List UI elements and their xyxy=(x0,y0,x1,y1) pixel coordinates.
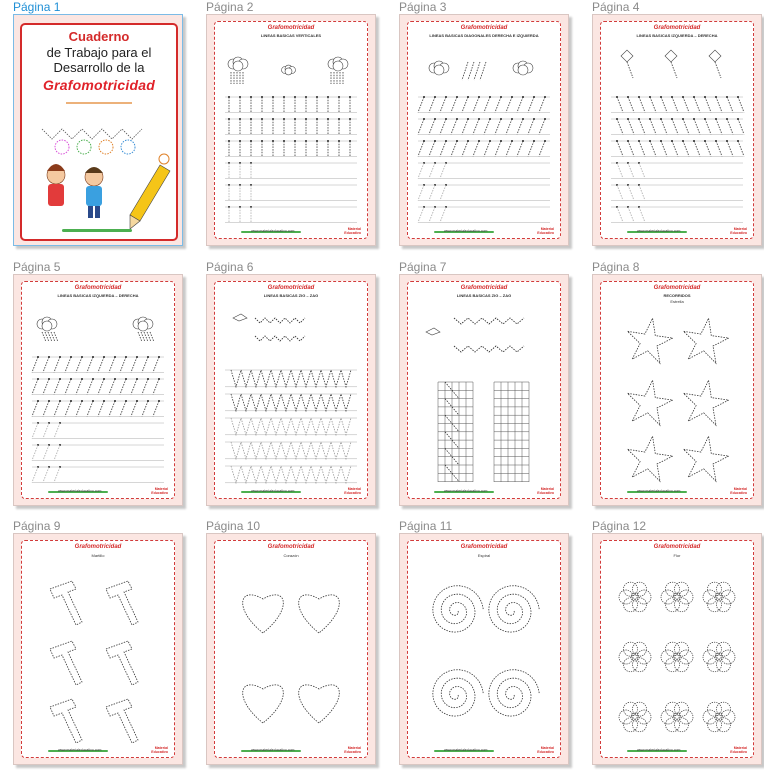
footer-logo: Material Educativo xyxy=(344,227,361,235)
page-preview[interactable] xyxy=(592,533,762,765)
worksheet-shape-name: Corazón xyxy=(283,553,299,558)
worksheet-tracing-art xyxy=(408,541,560,757)
worksheet-title: Grafomotricidad xyxy=(653,25,701,31)
footer-logo: Material Educativo xyxy=(151,746,168,754)
worksheet-footer xyxy=(28,489,168,495)
page-thumbnail-6[interactable] xyxy=(206,260,386,510)
worksheet xyxy=(21,281,175,499)
page-preview[interactable] xyxy=(399,14,569,246)
footer-logo: Material Educativo xyxy=(730,487,747,495)
page-preview[interactable] xyxy=(13,274,183,506)
worksheet-footer xyxy=(221,489,361,495)
worksheet-footer xyxy=(414,489,554,495)
page-label: Página 4 xyxy=(592,0,640,14)
page-preview[interactable] xyxy=(399,274,569,506)
footer-url: www.materialeducativo.com xyxy=(251,748,295,752)
page-thumbnail-1[interactable] xyxy=(13,0,193,250)
worksheet-footer xyxy=(221,748,361,754)
worksheet xyxy=(21,540,175,758)
worksheet-title: Grafomotricidad xyxy=(460,544,508,550)
page-label: Página 8 xyxy=(592,260,640,274)
page-preview[interactable] xyxy=(206,274,376,506)
worksheet-tracing-art xyxy=(22,282,174,498)
page-label: Página 12 xyxy=(592,519,647,533)
worksheet-subtitle: LINEAS BASICAS DIAGONALES DERECHA E IZQUIERDA xyxy=(429,33,539,38)
footer-logo: Material Educativo xyxy=(730,227,747,235)
page-preview[interactable] xyxy=(206,533,376,765)
worksheet-subtitle: LINEAS BASICAS VERTICALES xyxy=(260,33,322,38)
worksheet xyxy=(214,281,368,499)
worksheet-tracing-art xyxy=(215,22,367,238)
page-thumbnail-10[interactable] xyxy=(206,519,386,769)
footer-url: www.materialeducativo.com xyxy=(58,489,102,493)
footer-logo: Material Educativo xyxy=(537,746,554,754)
worksheet xyxy=(600,540,754,758)
worksheet xyxy=(407,21,561,239)
page-label: Página 6 xyxy=(206,260,254,274)
worksheet-shape-name: Estrella xyxy=(670,299,684,304)
worksheet-subtitle: RECORRIDOS xyxy=(663,293,691,298)
worksheet-subtitle: LINEAS BASICAS ZIG – ZAG xyxy=(263,293,319,298)
footer-url: www.materialeducativo.com xyxy=(637,229,681,233)
footer-url: www.materialeducativo.com xyxy=(637,489,681,493)
footer-url: www.materialeducativo.com xyxy=(251,229,295,233)
page-thumbnail-8[interactable] xyxy=(592,260,764,510)
worksheet-title: Grafomotricidad xyxy=(460,25,508,31)
page-thumbnail-5[interactable] xyxy=(13,260,193,510)
page-thumbnail-7[interactable] xyxy=(399,260,579,510)
worksheet-tracing-art xyxy=(215,282,367,498)
worksheet xyxy=(600,21,754,239)
page-label: Página 9 xyxy=(13,519,61,533)
worksheet-subtitle: LINEAS BASICAS IZQUIERDA – DERECHA xyxy=(636,33,718,38)
page-preview[interactable] xyxy=(13,14,183,246)
page-label: Página 7 xyxy=(399,260,447,274)
footer-url: www.materialeducativo.com xyxy=(637,748,681,752)
worksheet-tracing-art xyxy=(408,282,560,498)
footer-url: www.materialeducativo.com xyxy=(444,748,488,752)
footer-logo: Material Educativo xyxy=(730,746,747,754)
cover-illustration xyxy=(22,25,176,239)
worksheet-footer xyxy=(221,229,361,235)
page-preview[interactable] xyxy=(399,533,569,765)
page-label: Página 3 xyxy=(399,0,447,14)
footer-url: www.materialeducativo.com xyxy=(444,229,488,233)
footer-logo: Material Educativo xyxy=(344,746,361,754)
worksheet-shape-name: Espiral xyxy=(477,553,491,558)
worksheet-title: Grafomotricidad xyxy=(267,25,315,31)
page-thumbnail-4[interactable] xyxy=(592,0,764,250)
footer-url: www.materialeducativo.com xyxy=(444,489,488,493)
worksheet-title: Grafomotricidad xyxy=(74,285,122,291)
footer-logo: Material Educativo xyxy=(537,487,554,495)
worksheet-tracing-art xyxy=(601,541,753,757)
footer-url: www.materialeducativo.com xyxy=(251,489,295,493)
page-label: Página 5 xyxy=(13,260,61,274)
cover-title-line3: Desarrollo de la xyxy=(53,60,145,75)
worksheet-footer xyxy=(607,229,747,235)
page-preview[interactable] xyxy=(592,274,762,506)
worksheet-shape-name: Flor xyxy=(673,553,681,558)
page-label: Página 1 xyxy=(13,0,61,14)
worksheet-title: Grafomotricidad xyxy=(653,285,701,291)
footer-logo: Material Educativo xyxy=(151,487,168,495)
cover-sheet xyxy=(20,23,178,241)
cover-title-line2: de Trabajo para el xyxy=(46,45,152,60)
worksheet-subtitle: LINEAS BASICAS IZQUIERDA – DERECHA xyxy=(57,293,139,298)
worksheet-tracing-art xyxy=(601,282,753,498)
page-thumbnail-2[interactable] xyxy=(206,0,386,250)
worksheet-title: Grafomotricidad xyxy=(460,285,508,291)
worksheet-footer xyxy=(414,229,554,235)
footer-url: www.materialeducativo.com xyxy=(58,748,102,752)
worksheet-footer xyxy=(607,748,747,754)
page-preview[interactable] xyxy=(13,533,183,765)
worksheet-footer xyxy=(28,748,168,754)
worksheet-title: Grafomotricidad xyxy=(267,544,315,550)
worksheet xyxy=(407,540,561,758)
page-label: Página 11 xyxy=(399,519,453,533)
worksheet-title: Grafomotricidad xyxy=(653,544,701,550)
worksheet-tracing-art xyxy=(408,22,560,238)
cover-title-line4: Grafomotricidad xyxy=(43,77,155,93)
page-preview[interactable] xyxy=(206,14,376,246)
worksheet-tracing-art xyxy=(22,541,174,757)
worksheet-title: Grafomotricidad xyxy=(267,285,315,291)
worksheet-tracing-art xyxy=(601,22,753,238)
footer-logo: Material Educativo xyxy=(344,487,361,495)
page-thumbnail-9[interactable] xyxy=(13,519,193,769)
worksheet xyxy=(600,281,754,499)
page-thumbnail-12[interactable] xyxy=(592,519,764,769)
page-thumbnail-11[interactable] xyxy=(399,519,579,769)
footer-logo: Material Educativo xyxy=(537,227,554,235)
page-preview[interactable] xyxy=(592,14,762,246)
worksheet-footer xyxy=(607,489,747,495)
worksheet xyxy=(214,21,368,239)
page-label: Página 10 xyxy=(206,519,261,533)
page-thumbnail-3[interactable] xyxy=(399,0,579,250)
worksheet-footer xyxy=(414,748,554,754)
worksheet-tracing-art xyxy=(215,541,367,757)
worksheet-shape-name: Martillo xyxy=(91,553,105,558)
worksheet-title: Grafomotricidad xyxy=(74,544,122,550)
worksheet xyxy=(407,281,561,499)
worksheet-subtitle: LINEAS BASICAS ZIG – ZAG xyxy=(456,293,512,298)
worksheet xyxy=(214,540,368,758)
page-label: Página 2 xyxy=(206,0,254,14)
cover-title-line1: Cuaderno xyxy=(68,29,130,44)
